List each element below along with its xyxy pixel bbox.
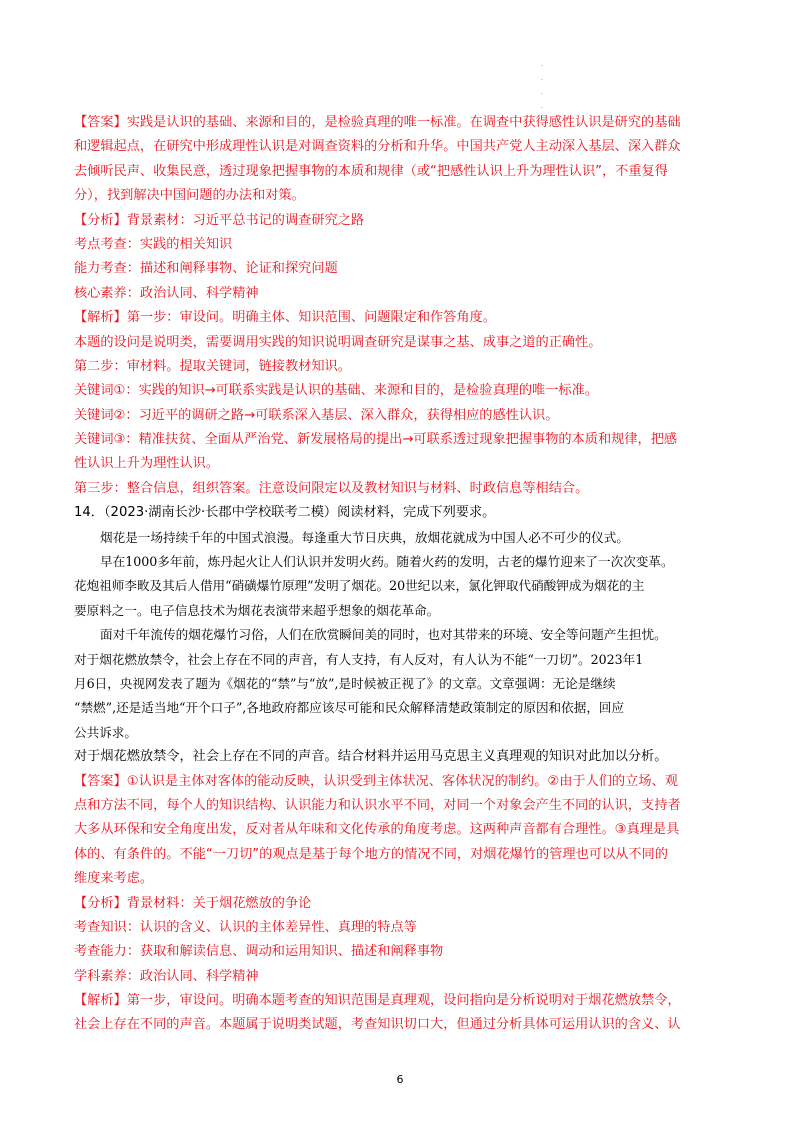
explanation-line: 第三步：整合信息，组织答案。注意设问限定以及教材知识与材料、时政信息等相结合。 [74,480,589,496]
material-line: 花炮祖师李畋及其后人借用“硝磺爆竹原理”发明了烟花。20世纪以来，氯化钾取代硝酸钾成为烟花的主 [74,578,645,594]
material-line: 早在1000多年前，炼丹起火让人们认识并发明火药。随着火药的发明，古老的爆竹迎来了一次次变革。 [100,554,674,570]
answer-line: 去倾听民声、收集民意，透过现象把握事物的本质和规律（或“把感性认识上升为理性认识”，不重复得 [74,163,668,179]
document-body [74,111,730,1038]
explanation-line: 【解析】第一步：审设问。明确主体、知识范围、问题限定和作答角度。 [74,310,496,326]
explanation-line: 关键词②：习近平的调研之路→可联系深入基层、深入群众，获得相应的感性认识。 [74,407,559,423]
explanation-line: 本题的设问是说明类，需要调用实践的知识说明调查研究是谋事之基、成事之道的正确性。 [74,334,602,350]
explanation-line: 关键词③：精准扶贫、全面从严治党、新发展格局的提出→可联系透过现象把握事物的本质和规律，把感 [74,432,678,448]
question-prompt: 对于烟花燃放禁令，社会上存在不同的声音。结合材料并运用马克思主义真理观的知识对此加以分析。 [74,749,668,765]
material-line: “禁燃”,还是适当地“开个口子”,各地政府都应该尽可能和民众解释清楚政策制定的原因和依据，回应 [74,700,625,716]
explanation-line: 【解析】第一步，审设问。明确本题考查的知识范围是真理观，设问指向是分析说明对于烟花燃放禁令， [74,993,681,1009]
answer-line: 分），找到解决中国问题的办法和对策。 [74,188,305,204]
answer-line: 【答案】实践是认识的基础、来源和目的，是检验真理的唯一标准。在调查中获得感性认识是研究的基础 [74,115,681,130]
analysis-line: 学科素养：政治认同、科学精神 [74,968,259,984]
analysis-line: 【分析】背景素材：习近平总书记的调查研究之路 [74,212,365,228]
explanation-line: 性认识上升为理性认识。 [74,456,220,472]
header-mark: . [541,61,543,68]
explanation-line: 社会上存在不同的声音。本题属于说明类试题，考查知识切口大，但通过分析具体可运用认识的含义、认 [74,1017,681,1033]
header-marks [541,58,547,114]
analysis-line: 能力考查：描述和阐释事物、论证和探究问题 [74,261,338,277]
answer-line: 体的、有条件的。不能“一刀切”的观点是基于每个地方的情况不同，对烟花爆竹的管理也可以从不同的 [74,846,668,862]
material-line: 对于烟花燃放禁令，社会上存在不同的声音，有人支持，有人反对，有人认为不能“一刀切”。2023年1 [74,651,644,667]
explanation-line: 第二步：审材料。提取关键词，链接教材知识。 [74,358,351,374]
material-line: 要原料之一。电子信息技术为烟花表演带来超乎想象的烟花革命。 [74,602,440,618]
material-line: 烟花是一场持续千年的中国式浪漫。每逢重大节日庆典，放烟花就成为中国人必不可少的仪式。 [100,529,629,545]
question-heading: 14．（2023·湖南长沙·长郡中学校联考二模）阅读材料，完成下列要求。 [74,505,496,521]
analysis-line: 考查知识：认识的含义、认识的主体差异性、真理的特点等 [74,919,417,935]
material-line: 月6日，央视网发表了题为《烟花的“禁”与“放”,是时候被正视了》的文章。文章强调：无论是继续 [74,675,616,691]
header-mark: . [541,89,543,96]
analysis-line: 【分析】背景材料：关于烟花燃放的争论 [74,895,312,911]
header-mark: . [541,75,543,82]
page-number: 6 [396,1073,404,1086]
analysis-line: 核心素养：政治认同、科学精神 [74,285,259,301]
header-mark: . [541,103,543,110]
analysis-line: 考查能力：获取和解读信息、调动和运用知识、描述和阐释事物 [74,944,444,960]
material-line: 面对千年流传的烟花爆竹习俗，人们在欣赏瞬间美的同时，也对其带来的环境、安全等问题产生担忧。 [100,627,667,643]
explanation-line: 关键词①：实践的知识→可联系实践是认识的基础、来源和目的，是检验真理的唯一标准。 [74,383,598,399]
answer-line: 大多从环保和安全角度出发，反对者从年味和文化传承的角度考虑。这两种声音都有合理性。③真理是具 [74,822,680,838]
answer-line: 维度来考虑。 [74,871,154,887]
answer-line: 【答案】①认识是主体对客体的能动反映，认识受到主体状况、客体状况的制约。②由于人们的立场、观 [74,773,678,789]
answer-line: 点和方法不同，每个人的知识结构、认识能力和认识水平不同，对同一个对象会产生不同的认识，支持者 [74,797,681,813]
answer-line: 和逻辑起点，在研究中形成理性认识是对调查资料的分析和升华。中国共产党人主动深入基层、深入群众 [74,139,681,155]
analysis-line: 考点考查：实践的相关知识 [74,236,233,252]
material-line: 公共诉求。 [74,724,137,740]
